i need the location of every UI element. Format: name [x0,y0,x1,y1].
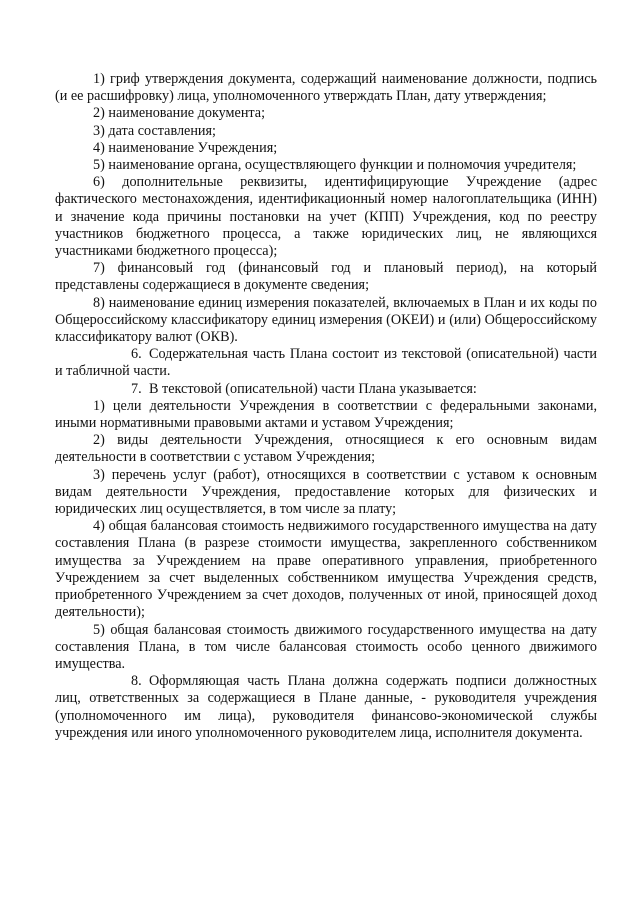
section-7-item-3: 3) перечень услуг (работ), относящихся в соответствии с уставом к основным видам деятельности Учреждения, предоставление которых для физических и юридических лиц осуществляется, в том числе за плату; [55,466,597,518]
section-6-paragraph [55,346,597,380]
paragraph-item-6: 6) дополнительные реквизиты, идентифицирующие Учреждение (адрес фактического местонахождения, идентификационный номер налогоплательщика (ИНН) и значение кода причины постановки на учет (КПП) Учреждения, код по реестру участников бюджетного процесса, а также юридических лиц, не являющихся участниками бюджетного процесса); [55,174,597,260]
paragraph-item-2: 2) наименование документа; [93,105,266,122]
paragraph-item-8: 8) наименование единиц измерения показателей, включаемых в План и их коды по Общероссийскому классификатору единиц измерения (ОКЕИ) и (или) Общероссийскому классификатору валют (ОКВ). [55,294,597,346]
section-7-item-5: 5) общая балансовая стоимость движимого государственного имущества на дату составления Плана, в том числе балансовая стоимость особо ценного движимого имущества. [55,621,597,672]
section-text: Оформляющая часть Плана должна содержать подписи должностных лиц, ответственных за содержащиеся в Плане данные, - руководителя учреждения (уполномоченного им лица), руководителя финансово-экономической службы учреждения или иного уполномоченного руководителем лица, исполнителя документа. [55,673,597,741]
section-7-paragraph [55,381,597,398]
document-page [55,71,597,742]
paragraph-item-5: 5) наименование органа, осуществляющего функции и полномочия учредителя; [93,157,577,174]
section-number: 6. [131,346,142,363]
paragraph-item-1: 1) гриф утверждения документа, содержащий наименование должности, подпись (и ее расшифровку) лица, уполномоченного утверждать План, дату утверждения; [55,71,597,105]
paragraph-item-7: 7) финансовый год (финансовый год и плановый период), на который представлены содержащиеся в документе сведения; [55,260,597,294]
section-text: Содержательная часть Плана состоит из текстовой (описательной) части и табличной части. [55,346,597,380]
section-text: В текстовой (описательной) части Плана указывается: [149,380,477,397]
section-number: 8. [131,673,142,690]
section-7-item-1: 1) цели деятельности Учреждения в соответствии с федеральными законами, иными нормативными правовыми актами и уставом Учреждения; [55,397,597,432]
section-7-item-2: 2) виды деятельности Учреждения, относящиеся к его основным видам деятельности в соответствии с уставом Учреждения; [55,432,597,466]
paragraph-item-3: 3) дата составления; [93,122,216,139]
section-8-paragraph [55,673,597,742]
paragraph-item-4: 4) наименование Учреждения; [93,139,278,156]
section-7-item-4: 4) общая балансовая стоимость недвижимого государственного имущества на дату составления Плана (в разрезе стоимости имущества, закрепленного собственником имущества за Учреждением на праве оперативного управления, приобретенного Учреждением за счет выделенных собственником имущества Учреждения средств, приобретенного Учреждением за счет доходов, полученных от иной, приносящей доход деятельности); [55,518,597,621]
section-number: 7. [131,380,142,397]
